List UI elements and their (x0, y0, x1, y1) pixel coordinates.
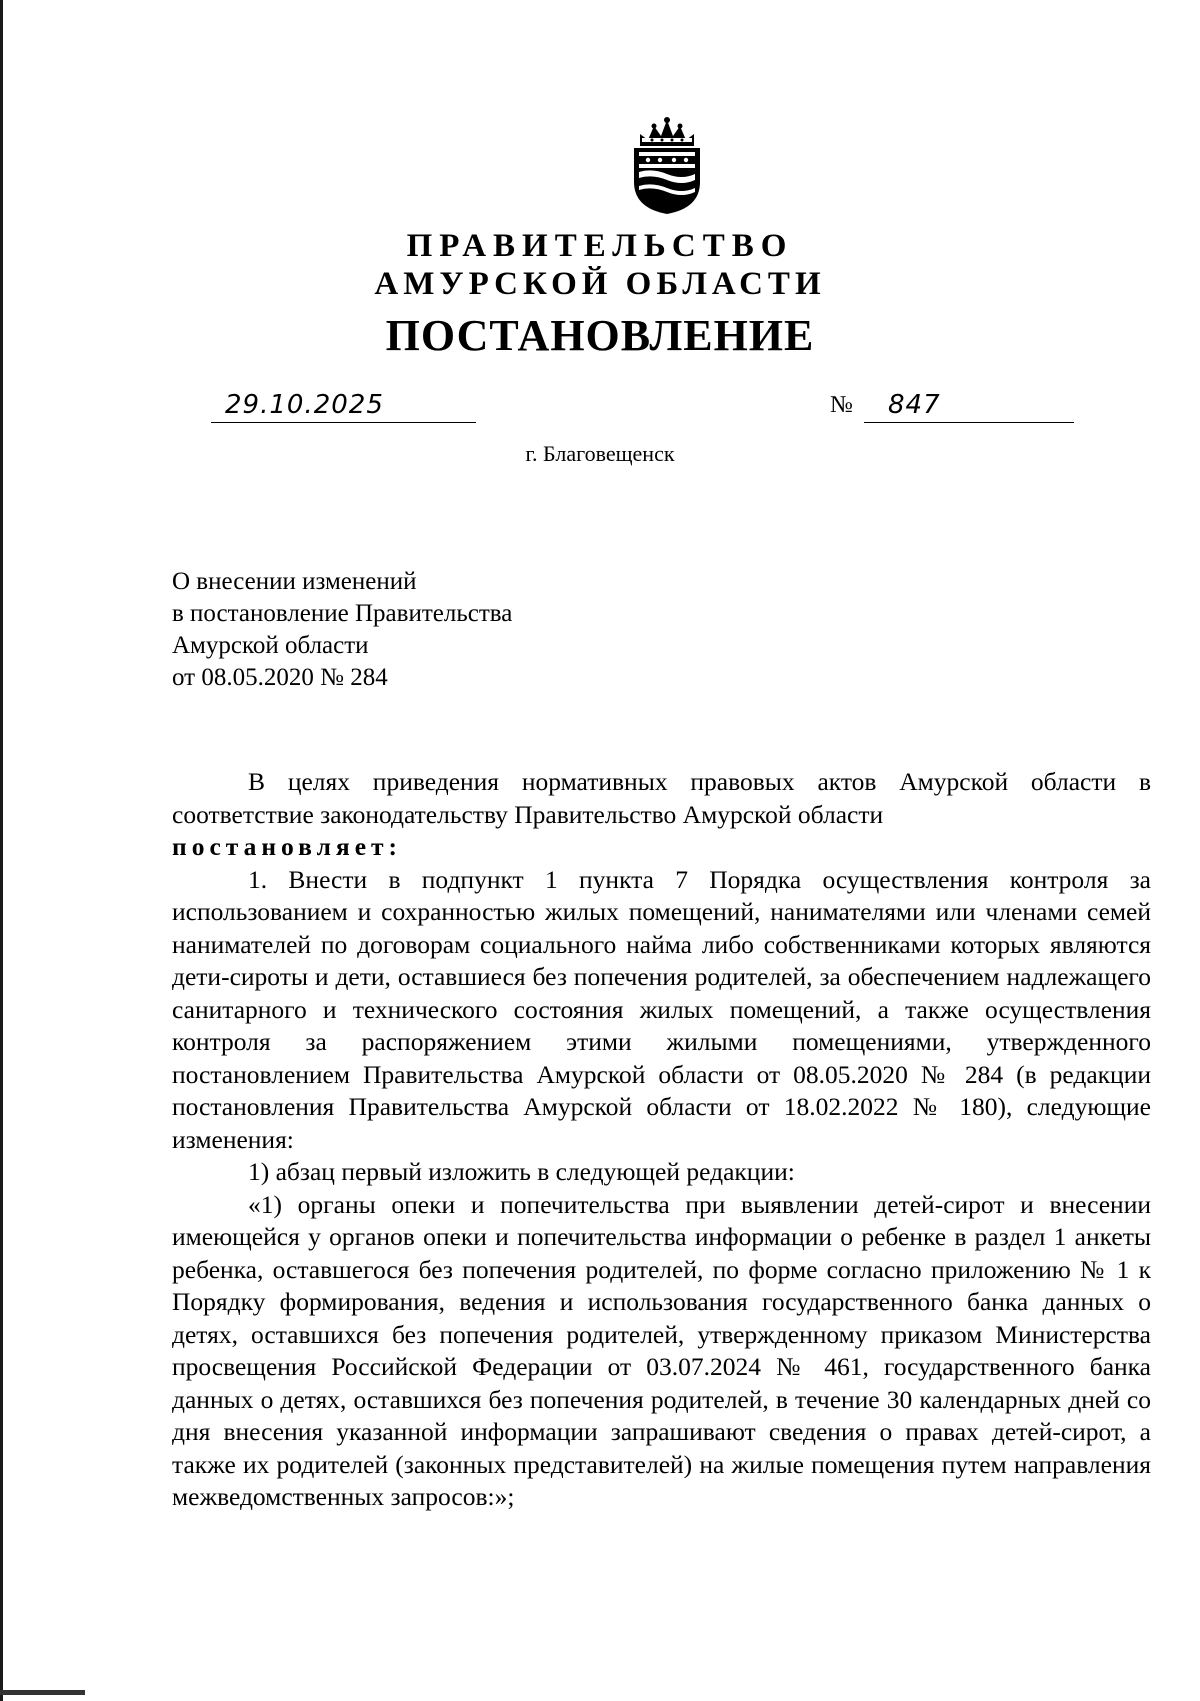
subject-line: от 08.05.2020 № 284 (172, 664, 388, 691)
quoted-amendment-paragraph: «1) органы опеки и попечительства при выявлении детей-сирот и внесении имеющейся у органов опеки и попечительства информации о ребенке в раздел 1 анкеты ребенка, оставшегося без попечения родителей, по форме согласно приложению № 1 к Порядку формирования, ведения и использования государственного банка данных о детях, оставшихся без попечения родителей, утвержденному приказом Министерства просвещения Российской Федерации от 03.07.2024 № 461, государственного банка данных о детях, оставшихся без попечения родителей, в течение 30 календарных дней со дня внесения указанной информации запрашивают сведения о правах детей-сирот, а также их родителей (законных представителей) на жилые помещения путем направления межведомственных запросов:»; (172, 1189, 1151, 1511)
document-type-title: ПОСТАНОВЛЕНИЕ (385, 311, 815, 360)
item-1-paragraph: 1. Внести в подпункт 1 пункта 7 Порядка осуществления контроля за использованием и сохранностью жилых помещений, нанимателями или членами семей нанимателей по договорам социального найма либо собственниками которых являются дети-сироты и дети, оставшиеся без попечения родителей, за обеспечением надлежащего санитарного и технического состояния жилых помещений, а также осуществления контроля за распоряжением этими жилыми помещениями, утвержденного постановлением Правительства Амурской области от 08.05.2020 № 284 (в редакции постановления Правительства Амурской области от 18.02.2022 № 180), следующие изменения: (172, 864, 1151, 1154)
number-field (864, 388, 1074, 423)
amur-region-coat-of-arms-icon (626, 116, 708, 216)
scan-mark (0, 1690, 85, 1695)
subject-line: О внесении изменений (172, 568, 417, 595)
government-name-line1: ПРАВИТЕЛЬСТВО (406, 228, 794, 264)
government-name-line2: АМУРСКОЙ ОБЛАСТИ (374, 266, 826, 302)
number-label: № (830, 392, 853, 418)
document-body (172, 766, 1151, 1514)
document-subject (172, 566, 512, 694)
handwritten-date: 29.10.2025 (225, 390, 384, 420)
resolves-word: постановляет: (172, 832, 403, 861)
city-name: г. Благовещенск (525, 441, 675, 466)
subitem-1-paragraph: 1) абзац первый изложить в следующей редакции: (248, 1157, 795, 1186)
subject-line: Амурской области (172, 632, 369, 659)
preamble-paragraph: В целях приведения нормативных правовых актов Амурской области в соответствие законодательству Правительство Амурской области (172, 767, 1151, 829)
subject-line: в постановление Правительства (172, 600, 513, 627)
handwritten-number: 847 (888, 390, 941, 420)
date-field (211, 388, 476, 423)
